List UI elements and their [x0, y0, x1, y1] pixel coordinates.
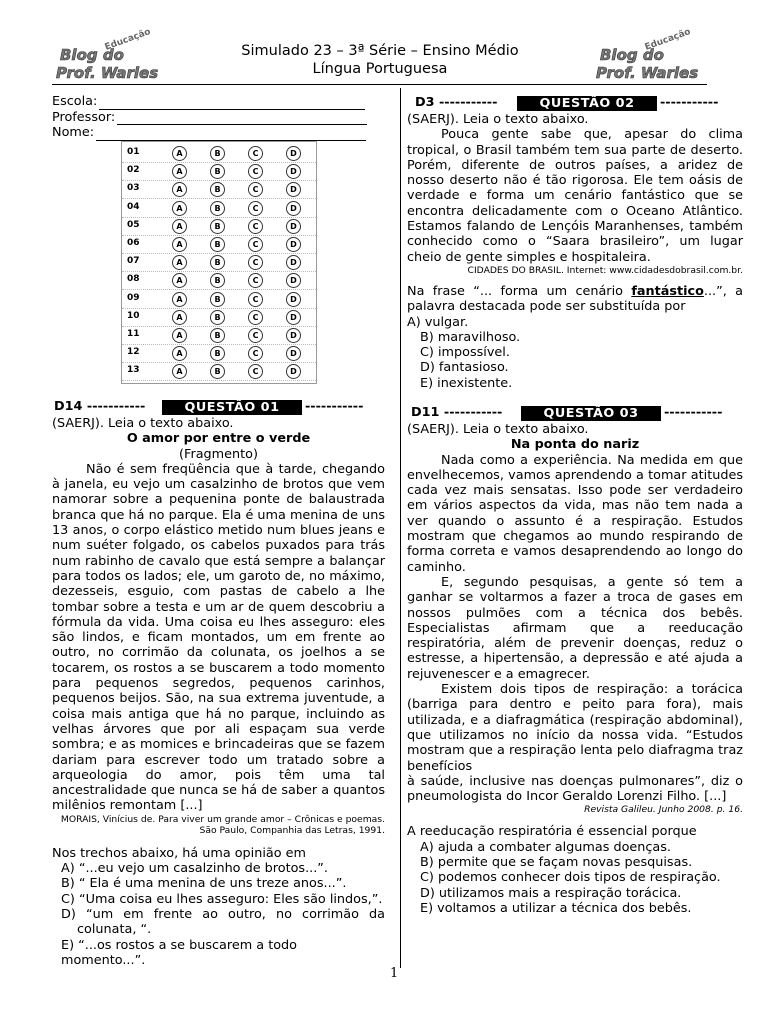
option-c[interactable]: C) impossível.: [420, 345, 510, 361]
answer-row: [122, 363, 316, 381]
answer-bubble-d[interactable]: D: [286, 310, 301, 325]
text-paragraph-4: à saúde, inclusive nas doenças pulmonares”, diz o pneumologista do Incor Geraldo Lorenzi Filho. [...]: [407, 773, 743, 805]
answer-bubble-d[interactable]: D: [286, 201, 301, 216]
answer-row: [122, 291, 316, 309]
answer-row-number: 10: [127, 310, 140, 321]
option-d[interactable]: D) fantasioso.: [420, 360, 509, 376]
logo-arc-text: Educação: [103, 27, 153, 53]
option-b[interactable]: B) “ Ela é uma menina de uns treze anos...”.: [61, 876, 347, 892]
answer-row: [122, 181, 316, 199]
school-label: Escola:: [52, 94, 98, 110]
answer-bubble-d[interactable]: D: [286, 219, 301, 234]
answer-bubble-c[interactable]: C: [248, 346, 263, 361]
answer-row-number: 03: [127, 183, 140, 194]
school-field[interactable]: [99, 97, 365, 110]
answer-row-number: 07: [127, 256, 140, 267]
answer-row-number: 11: [127, 329, 140, 339]
logo-text-top: Blog do: [60, 46, 124, 64]
header-divider: [52, 84, 707, 85]
answer-bubble-c[interactable]: C: [248, 182, 263, 197]
option-e[interactable]: E) voltamos a utilizar a técnica dos bebês.: [420, 900, 692, 916]
answer-bubble-a[interactable]: A: [172, 146, 187, 161]
answer-bubble-d[interactable]: D: [286, 146, 301, 161]
text-source: CIDADES DO BRASIL. Internet: www.cidadesdobrasil.com.br.: [467, 264, 743, 276]
answer-bubble-b[interactable]: B: [210, 328, 225, 343]
page-title: Simulado 23 – 3ª Série – Ensino Médio: [241, 43, 519, 59]
logo-text-top: Blog do: [600, 46, 664, 64]
answer-bubble-b[interactable]: B: [210, 346, 225, 361]
answer-bubble-b[interactable]: B: [210, 164, 225, 179]
answer-bubble-b[interactable]: B: [210, 273, 225, 288]
answer-row-number: 08: [127, 274, 140, 285]
answer-bubble-b[interactable]: B: [210, 182, 225, 197]
descriptor-label: D3 -----------: [415, 95, 498, 110]
option-a[interactable]: A) “...eu vejo um casalzinho de brotos...”.: [61, 861, 328, 877]
answer-bubble-a[interactable]: A: [172, 310, 187, 325]
answer-bubble-c[interactable]: C: [248, 201, 263, 216]
option-c[interactable]: C) podemos conhecer dois tipos de respiração.: [420, 870, 721, 886]
answer-grid: [121, 141, 317, 384]
logo-text-bottom: Prof. Warles: [56, 64, 159, 82]
logo-text-bottom: Prof. Warles: [596, 64, 699, 82]
page-subject: Língua Portuguesa: [312, 61, 448, 77]
answer-bubble-a[interactable]: A: [172, 328, 187, 343]
answer-bubble-d[interactable]: D: [286, 364, 301, 379]
text-source: MORAIS, Vinícius de. Para viver um grande amor – Crônicas e poemas. São Paulo, Companhia das Letras, 1991.: [60, 813, 385, 836]
text-paragraph-1: Nada como a experiência. Na medida em que envelhecemos, vamos aprendendo a tomar atitudes cada vez mais sensatas. Isso pode ser verdadeiro em vários aspectos da vida, mas não tem nada a ver quando o assunto é a respiração. Estudos mostram que chegamos ao mundo respirando de forma correta e vamos desaprendendo ao longo do caminho.: [407, 452, 743, 575]
answer-bubble-c[interactable]: C: [248, 237, 263, 252]
option-a[interactable]: A) vulgar.: [407, 314, 469, 330]
answer-bubble-c[interactable]: C: [248, 364, 263, 379]
answer-row-number: 05: [127, 219, 140, 230]
question-02-label: QUESTÃO 02: [517, 96, 657, 111]
page-header: [160, 42, 600, 78]
option-c[interactable]: C) “Uma coisa eu lhes asseguro: Eles são lindos,”.: [61, 891, 383, 907]
question-01-options: [52, 861, 385, 968]
text-subtitle: (Fragmento): [179, 446, 258, 462]
text-paragraph-3: Existem dois tipos de respiração: a torácica (barriga para dentro e peito para fora), mais utilizada, e a diafragmática (respiração abdominal), que utilizamos no início da nossa vida. “Estudos mostram que a respiração lenta pelo diafragma traz benefícios: [407, 682, 743, 774]
answer-row: [122, 309, 316, 327]
answer-row: [122, 327, 316, 345]
column-divider: [400, 88, 401, 968]
option-e[interactable]: E) “...os rostos a se buscarem a todo momento...”.: [61, 937, 297, 968]
answer-row: [122, 236, 316, 254]
question-intro: (SAERJ). Leia o texto abaixo.: [407, 422, 589, 437]
answer-row-number: 06: [127, 238, 140, 248]
text-body: Não é sem freqüência que à tarde, chegando à janela, eu vejo um casalzinho de brotos que vem namorar sobre a pequenina ponte de balaustrada branca que há no parque. Ela é uma menina de uns 13 anos, o corpo elástico metido num blues jeans e num suéter folgado, os cabelos puxados para trás num rabinho de cavalo que está sempre a balançar para todos os lados; ele, um garoto de, no máximo, dezesseis, esguio, com pastas de cabelo a lhe tombar sobre a testa e um ar de quem descobriu a fórmula da vida. Uma coisa eu lhes asseguro: eles são lindos, e ficam montados, um em frente ao outro, no corrimão da colunata, os joelhos a se tocarem, os rostos a se buscarem a todo momento para pequenos segredos, pequenos carinhos, pequenos beijos. São, na sua extrema juventude, a coisa mais antiga que há no parque, incluindo as velhas árvores que por ali espaçam sua verde sombra; e as momices e brincadeiras que se fazem dariam para escrever todo um tratado sobre a arqueologia do amor, pois têm uma tal ancestralidade que nunca se há de saber a quantos milênios remontam [...]: [52, 461, 385, 814]
answer-row-number: 12: [127, 347, 140, 358]
answer-bubble-c[interactable]: C: [248, 328, 263, 343]
answer-bubble-a[interactable]: A: [172, 364, 187, 379]
descriptor-label: D11 -----------: [411, 405, 503, 420]
answer-bubble-a[interactable]: A: [172, 182, 187, 197]
answer-bubble-a[interactable]: A: [172, 201, 187, 216]
question-03-label: QUESTÃO 03: [521, 406, 661, 421]
option-e[interactable]: E) inexistente.: [420, 375, 513, 391]
answer-bubble-b[interactable]: B: [210, 255, 225, 270]
option-d[interactable]: D) “um em frente ao outro, no corrimão da colunata, “.: [61, 906, 385, 938]
answer-bubble-d[interactable]: D: [286, 182, 301, 197]
answer-bubble-d[interactable]: D: [286, 164, 301, 179]
question-03-options: [407, 840, 743, 916]
logo-arc-text: Educação: [643, 27, 693, 53]
answer-row: [122, 218, 316, 236]
answer-bubble-b[interactable]: B: [210, 237, 225, 252]
answer-bubble-d[interactable]: D: [286, 292, 301, 307]
text-title: O amor por entre o verde: [126, 431, 311, 447]
answer-row: [122, 145, 316, 163]
answer-bubble-d[interactable]: D: [286, 237, 301, 252]
answer-bubble-d[interactable]: D: [286, 255, 301, 270]
question-stem: Na frase “... forma um cenário fantástico...”, a palavra destacada pode ser substituída por: [407, 283, 743, 315]
option-b[interactable]: B) maravilhoso.: [420, 329, 521, 345]
answer-row: [122, 345, 316, 363]
answer-bubble-a[interactable]: A: [172, 164, 187, 179]
question-02: [407, 94, 743, 391]
answer-row: [122, 254, 316, 272]
answer-bubble-a[interactable]: A: [172, 237, 187, 252]
text-title: Na ponta do nariz: [510, 437, 640, 453]
question-stem: A reeducação respiratória é essencial porque: [407, 824, 697, 840]
question-01: [52, 398, 385, 968]
question-03-header: [407, 404, 743, 422]
name-label: Nome:: [52, 125, 95, 141]
option-d[interactable]: D) utilizamos mais a respiração torácica.: [420, 885, 682, 901]
blog-logo-left: [52, 27, 164, 84]
answer-bubble-a[interactable]: A: [172, 292, 187, 307]
answer-row-number: 13: [127, 365, 140, 376]
answer-bubble-a[interactable]: A: [172, 255, 187, 270]
answer-bubble-b[interactable]: B: [210, 292, 225, 307]
answer-row: [122, 200, 316, 218]
page-number: 1: [390, 966, 399, 981]
option-b[interactable]: B) permite que se façam novas pesquisas.: [420, 855, 693, 871]
answer-bubble-c[interactable]: C: [248, 273, 263, 288]
answer-bubble-c[interactable]: C: [248, 219, 263, 234]
question-intro: (SAERJ). Leia o texto abaixo.: [407, 112, 589, 127]
answer-row-number: 09: [127, 292, 140, 303]
blog-logo-right: [592, 27, 704, 84]
answer-row-number: 01: [127, 147, 140, 157]
text-source: Revista Galileu. Junho 2008. p. 16.: [584, 804, 743, 816]
answer-row: [122, 272, 316, 290]
answer-bubble-d[interactable]: D: [286, 328, 301, 343]
answer-bubble-a[interactable]: A: [172, 346, 187, 361]
question-intro: (SAERJ). Leia o texto abaixo.: [52, 416, 234, 431]
student-form: [52, 94, 385, 141]
answer-bubble-a[interactable]: A: [172, 273, 187, 288]
question-02-options: [407, 315, 743, 391]
answer-row: [122, 163, 316, 181]
answer-row-number: 04: [127, 201, 140, 212]
highlighted-word: fantástico: [631, 283, 704, 299]
answer-bubble-c[interactable]: C: [248, 164, 263, 179]
text-paragraph-2: E, segundo pesquisas, a gente só tem a ganhar se voltarmos a fazer a troca de gases em nossos pulmões com a técnica dos bebês. Especialistas afirmam que a reeducação respiratória, além de prevenir doenças, reduz o estresse, a hipertensão, a depressão e até ajuda a rejuvenescer e a emagrecer.: [407, 574, 743, 682]
answer-bubble-b[interactable]: B: [210, 219, 225, 234]
question-01-header: [52, 398, 385, 416]
answer-bubble-c[interactable]: C: [248, 310, 263, 325]
name-field[interactable]: [96, 128, 366, 141]
answer-bubble-b[interactable]: B: [210, 364, 225, 379]
descriptor-label: D14 -----------: [54, 399, 146, 414]
answer-row-number: 02: [127, 165, 140, 176]
answer-bubble-c[interactable]: C: [248, 255, 263, 270]
question-01-label: QUESTÃO 01: [162, 400, 302, 415]
answer-bubble-b[interactable]: B: [210, 310, 225, 325]
answer-bubble-b[interactable]: B: [210, 146, 225, 161]
question-stem: Nos trechos abaixo, há uma opinião em: [52, 845, 306, 861]
header-dashes: -----------: [305, 399, 364, 414]
teacher-label: Professor:: [52, 109, 116, 125]
question-02-header: [407, 94, 743, 112]
answer-bubble-c[interactable]: C: [248, 146, 263, 161]
teacher-field[interactable]: [117, 112, 367, 125]
answer-bubble-a[interactable]: A: [172, 219, 187, 234]
question-03: [407, 404, 743, 916]
answer-bubble-d[interactable]: D: [286, 346, 301, 361]
option-a[interactable]: A) ajuda a combater algumas doenças.: [420, 839, 672, 855]
header-dashes: -----------: [664, 405, 723, 420]
text-body: Pouca gente sabe que, apesar do clima tropical, o Brasil também tem sua parte de deserto. Porém, diferente de outros países, a aridez de nosso deserto não é tão rigorosa. Ele tem oásis de verdade e forma um cenário fantástico que se encontra delicadamente com o Oceano Atlântico. Estamos falando de Lençóis Maranhenses, também conhecido como o “Saara brasileiro”, um lugar cheio de gente simples e hospitaleira.: [407, 127, 743, 265]
header-dashes: -----------: [660, 95, 719, 110]
answer-bubble-b[interactable]: B: [210, 201, 225, 216]
answer-bubble-d[interactable]: D: [286, 273, 301, 288]
answer-bubble-c[interactable]: C: [248, 292, 263, 307]
